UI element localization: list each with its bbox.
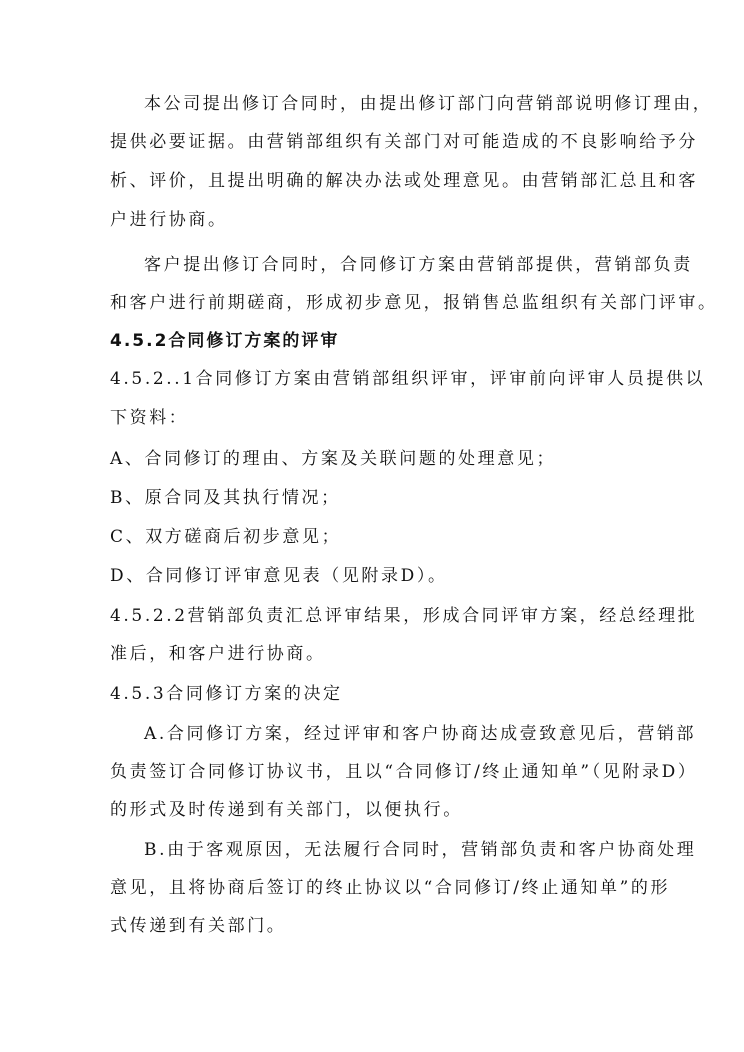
paragraph-b-line-2: 意见，且将协商后签订的终止协议以“合同修订/终止通知单”的形 xyxy=(110,878,671,898)
paragraph-2-line-2: 和客户进行前期磋商，形成初步意见，报销售总监组织有关部门评审。 xyxy=(110,293,718,313)
list-item-d: D、合同修订评审意见表（见附录D）。 xyxy=(110,566,448,586)
list-item-b: B、原合同及其执行情况； xyxy=(110,488,341,508)
paragraph-1-line-4: 户进行协商。 xyxy=(110,210,228,230)
paragraph-a-line-2: 负责签订合同修订协议书，且以“合同修订/终止通知单”（见附录D） xyxy=(110,762,698,782)
clause-4-5-2-1-line-1: 4.5.2..1合同修订方案由营销部组织评审，评审前向评审人员提供以 xyxy=(110,369,706,389)
paragraph-2-line-1: 客户提出修订合同时，合同修订方案由营销部提供，营销部负责 xyxy=(144,255,693,275)
paragraph-a-line-1: A.合同修订方案，经过评审和客户协商达成壹致意见后，营销部 xyxy=(144,724,697,744)
paragraph-1-line-3: 析、评价，且提出明确的解决办法或处理意见。由营销部汇总且和客 xyxy=(110,171,698,191)
clause-4-5-2-1-line-2: 下资料： xyxy=(110,408,189,428)
paragraph-1-line-2: 提供必要证据。由营销部组织有关部门对可能造成的不良影响给予分 xyxy=(110,132,698,152)
list-item-c: C、双方磋商后初步意见； xyxy=(110,527,342,547)
paragraph-b-line-1: B.由于客观原因，无法履行合同时，营销部负责和客户协商处理 xyxy=(144,840,697,860)
clause-4-5-2-2-line-1: 4.5.2.2营销部负责汇总评审结果，形成合同评审方案，经总经理批 xyxy=(110,606,698,626)
paragraph-a-line-3: 的形式及时传递到有关部门，以便执行。 xyxy=(110,800,463,820)
clause-4-5-2-2-line-2: 准后，和客户进行协商。 xyxy=(110,644,326,664)
section-heading-4-5-3: 4.5.3合同修订方案的决定 xyxy=(110,684,343,704)
paragraph-b-line-3: 式传递到有关部门。 xyxy=(110,916,287,936)
section-heading-4-5-2: 4.5.2合同修订方案的评审 xyxy=(110,331,340,351)
paragraph-1-line-1: 本公司提出修订合同时，由提出修订部门向营销部说明修订理由， xyxy=(144,94,713,114)
list-item-a: A、合同修订的理由、方案及关联问题的处理意见； xyxy=(110,449,557,469)
